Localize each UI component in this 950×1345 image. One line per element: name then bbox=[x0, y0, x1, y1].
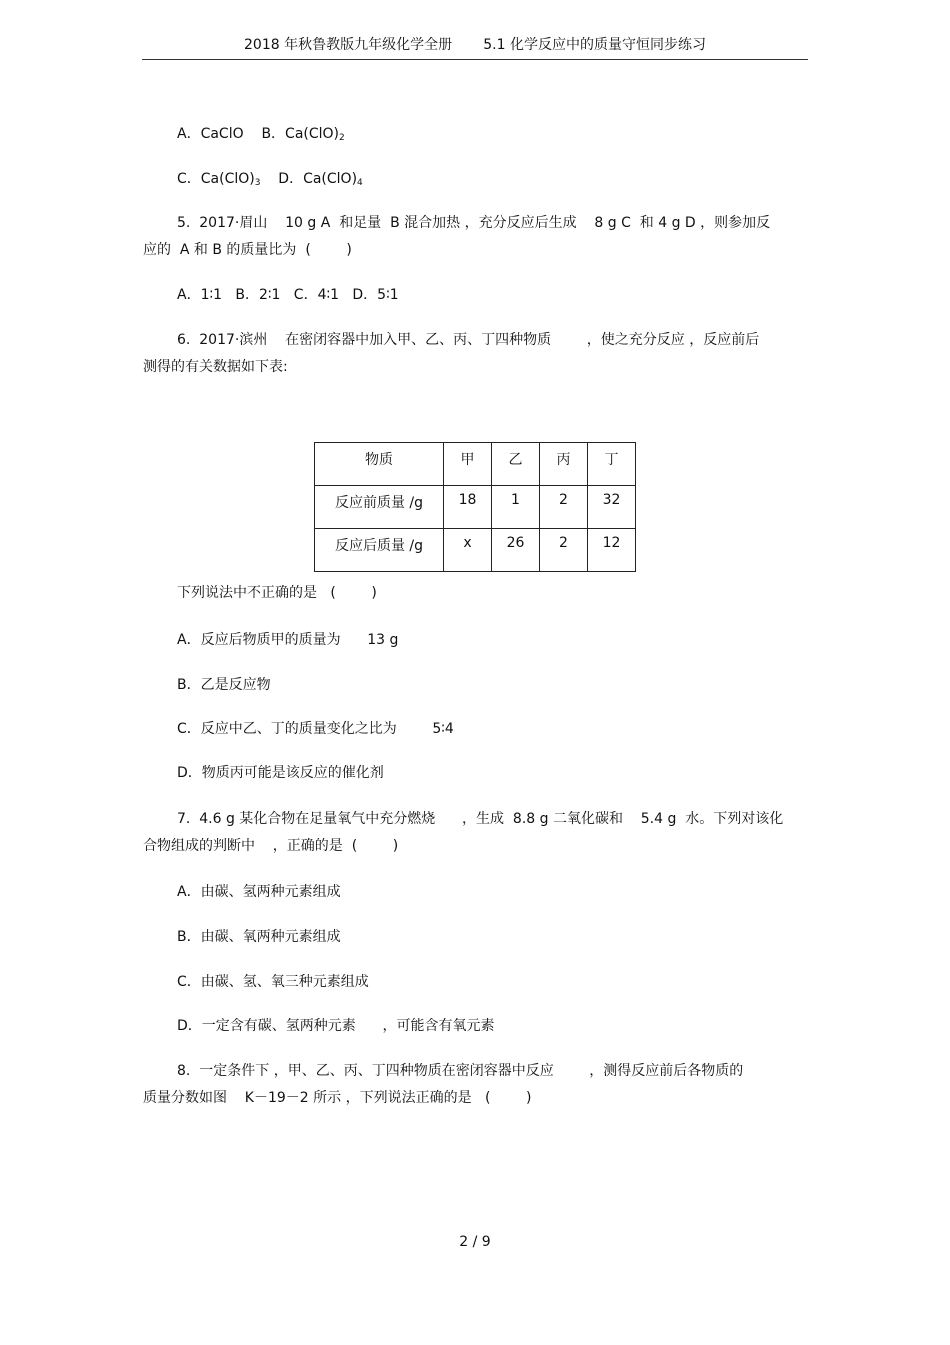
q6-option-a: A．反应后物质甲的质量为 13 g bbox=[177, 632, 399, 648]
table-cell: x bbox=[444, 529, 492, 572]
q7-option-a: A．由碳、氢两种元素组成 bbox=[177, 884, 341, 900]
table-cell: 1 bbox=[492, 486, 540, 529]
table-header-cell: 甲 bbox=[444, 443, 492, 486]
q5-options: A．1∶1 B．2∶1 C．4∶1 D．5∶1 bbox=[177, 287, 399, 303]
header-rule bbox=[142, 59, 808, 60]
table-header-cell: 丁 bbox=[588, 443, 636, 486]
table-cell: 反应后质量 /g bbox=[315, 529, 444, 572]
q4-options-line2 bbox=[177, 170, 363, 192]
table-cell: 26 bbox=[492, 529, 540, 572]
q8-stem-line2: 质量分数如图 K－19－2 所示 ，下列说法正确的是 ( ) bbox=[143, 1090, 532, 1106]
q6-stem-line2: 测得的有关数据如下表: bbox=[143, 359, 288, 375]
q4-option-d-sub: 4 bbox=[357, 178, 363, 188]
q5-stem-line2: 应的 A 和 B 的质量比为 ( ) bbox=[143, 242, 352, 258]
q4-option-d: D．Ca(ClO) bbox=[278, 171, 358, 187]
q4-option-a: A．CaClO bbox=[177, 126, 244, 142]
table-row bbox=[315, 529, 636, 572]
q4-options-line1 bbox=[177, 125, 345, 147]
q7-option-d: D．一定含有碳、氢两种元素 ，可能含有氧元素 bbox=[177, 1018, 495, 1034]
q6-data-table bbox=[314, 442, 636, 572]
table-header-row bbox=[315, 443, 636, 486]
table-cell: 32 bbox=[588, 486, 636, 529]
table-cell: 2 bbox=[540, 529, 588, 572]
header-title-right: 5.1 化学反应中的质量守恒同步练习 bbox=[483, 37, 706, 53]
q4-option-c: C．Ca(ClO) bbox=[177, 171, 255, 187]
table-cell: 2 bbox=[540, 486, 588, 529]
q6-option-d: D．物质丙可能是该反应的催化剂 bbox=[177, 765, 384, 781]
header-title-left: 2018 年秋鲁教版九年级化学全册 bbox=[244, 37, 453, 53]
q6-prompt: 下列说法中不正确的是 ( ) bbox=[177, 585, 377, 601]
table-cell: 18 bbox=[444, 486, 492, 529]
table-cell: 反应前质量 /g bbox=[315, 486, 444, 529]
q7-option-c: C．由碳、氢、氧三种元素组成 bbox=[177, 974, 369, 990]
page-number: 2 / 9 bbox=[459, 1234, 491, 1250]
q4-option-b: B．Ca(ClO) bbox=[261, 126, 340, 142]
q7-option-b: B．由碳、氧两种元素组成 bbox=[177, 929, 341, 945]
q7-stem-line2: 合物组成的判断中 ，正确的是 ( ) bbox=[143, 838, 399, 854]
table-header-cell: 物质 bbox=[315, 443, 444, 486]
q7-stem-line1: 7. 4.6 g 某化合物在足量氧气中充分燃烧 ，生成 8.8 g 二氧化碳和 5.4 g 水。下列对该化 bbox=[177, 811, 784, 827]
q8-stem-line1: 8. 一定条件下 ，甲、乙、丙、丁四种物质在密闭容器中反应 ，测得反应前后各物质的 bbox=[177, 1063, 744, 1079]
q6-option-c: C．反应中乙、丁的质量变化之比为 5∶4 bbox=[177, 721, 454, 737]
table-header-cell: 乙 bbox=[492, 443, 540, 486]
table-row bbox=[315, 486, 636, 529]
table-cell: 12 bbox=[588, 529, 636, 572]
q4-option-b-sub: 2 bbox=[339, 133, 345, 143]
q6-stem-line1: 6. 2017·滨州 在密闭容器中加入甲、乙、丙、丁四种物质 ，使之充分反应 ，反应前后 bbox=[177, 332, 760, 348]
q5-stem-line1: 5. 2017·眉山 10 g A 和足量 B 混合加热 ，充分反应后生成 8 g C 和 4 g D ，则参加反 bbox=[177, 215, 771, 231]
q6-option-b: B．乙是反应物 bbox=[177, 677, 271, 693]
table-header-cell: 丙 bbox=[540, 443, 588, 486]
q4-option-c-sub: 3 bbox=[254, 178, 261, 188]
page-header bbox=[0, 36, 950, 54]
